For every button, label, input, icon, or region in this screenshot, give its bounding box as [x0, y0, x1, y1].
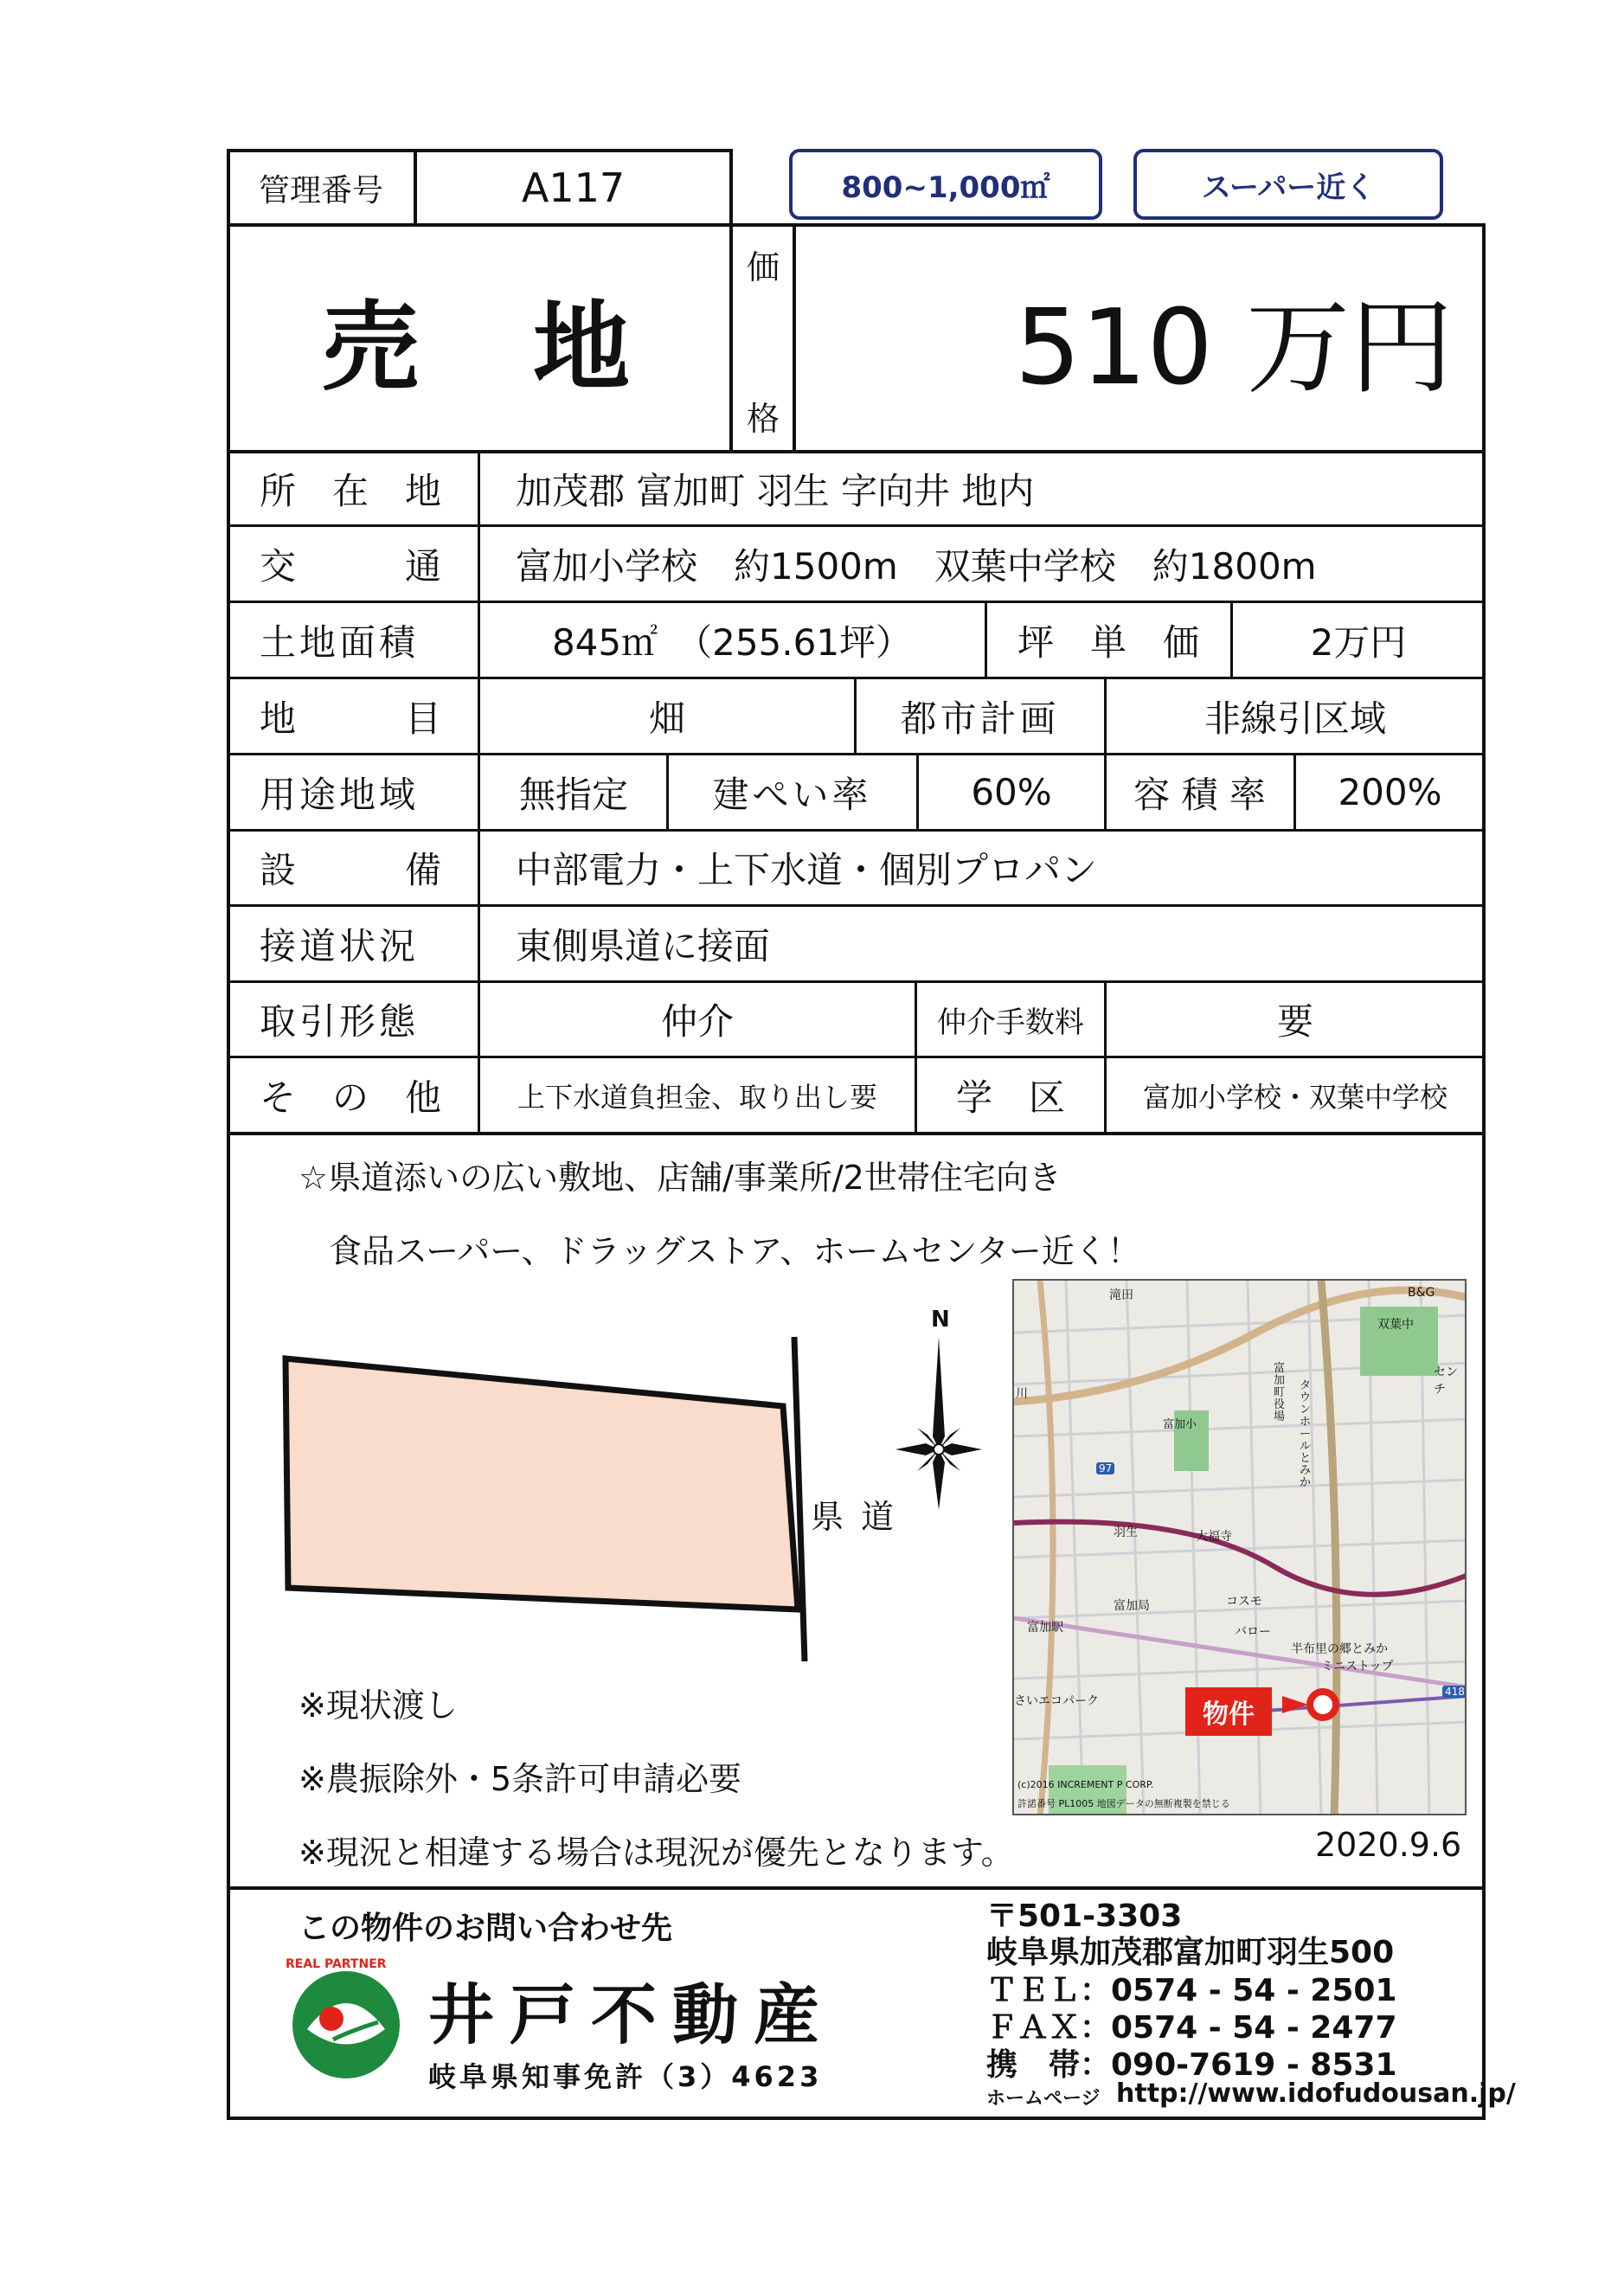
note-agri-exclusion: ※農振除外・5条許可申請必要 — [298, 1760, 742, 1798]
area-label: 土地面積 — [260, 620, 420, 664]
address: 岐阜県加茂郡富加町羽生500 — [986, 1935, 1395, 1970]
fee-label: 仲介手数料 — [937, 1005, 1084, 1040]
note-actual-condition: ※現況と相違する場合は現況が優先となります。 — [298, 1834, 1014, 1872]
unit-price-label: 坪 単 価 — [1017, 620, 1199, 664]
facilities-label: 設 備 — [260, 849, 442, 891]
map-label-tomika-station: 富加駅 — [1027, 1621, 1063, 1635]
map-label-futaba: 双葉中 — [1377, 1318, 1414, 1332]
road-label: 県 道 — [811, 1498, 898, 1536]
far-value: 200% — [1338, 771, 1442, 813]
id-label: 管理番号 — [258, 172, 383, 209]
map-label-takita: 滝田 — [1109, 1288, 1133, 1302]
map-label-post-office: 富加局 — [1114, 1599, 1150, 1613]
access-value: 富加小学校 約1500m 双葉中学校 約1800m — [516, 544, 1317, 588]
map-label-habu: 羽生 — [1114, 1526, 1138, 1539]
map-label-haniri-no-sato: 半布里の郷とみか — [1291, 1642, 1388, 1656]
property-label: 物件 — [1185, 1687, 1272, 1736]
postal-code: 〒501-3303 — [986, 1898, 1183, 1934]
map-label-center: センチ — [1434, 1365, 1458, 1397]
north-label: N — [931, 1307, 950, 1333]
price-value: 510 万円 — [1014, 288, 1454, 408]
mobile: 携 帯：090-7619 - 8531 — [986, 2047, 1397, 2083]
property-marker — [1310, 1692, 1336, 1718]
company-logo — [281, 1960, 411, 2090]
city-plan-label: 都市計画 — [900, 697, 1060, 740]
area-value: 845㎡ （255.61坪） — [551, 620, 913, 664]
school-district-value: 富加小学校・双葉中学校 — [1142, 1080, 1447, 1114]
map-label-tomika-elementary: 富加小 — [1163, 1418, 1197, 1431]
bcr-label: 建ぺい率 — [712, 773, 872, 816]
map-license: 許諾番号 PL1005 地図データの無断複製を禁じる — [1017, 1798, 1230, 1809]
deal-type-value: 仲介 — [660, 1000, 734, 1043]
zoning-value: 無指定 — [518, 773, 628, 816]
plot-shape — [286, 1359, 798, 1609]
company-license: 岐阜県知事免許（3）4623 — [428, 2060, 823, 2093]
city-plan-value: 非線引区域 — [1204, 697, 1386, 740]
homepage-url[interactable]: http://www.idofudousan.jp/ — [1116, 2078, 1516, 2109]
fee-value: 要 — [1276, 1000, 1313, 1043]
unit-price-value: 2万円 — [1310, 620, 1407, 664]
map-label-daifukuji: 大福寺 — [1196, 1530, 1232, 1544]
fax: ＦＡＸ：0574 - 54 - 2477 — [986, 2010, 1397, 2046]
location-value: 加茂郡 富加町 羽生 字向井 地内 — [516, 470, 1035, 512]
school-district-label: 学 区 — [955, 1076, 1065, 1119]
route-97-badge: 97 — [1096, 1462, 1114, 1474]
map-label-town-hall: タウンホールとみか — [1300, 1379, 1312, 1489]
prefectural-road-line — [794, 1337, 805, 1661]
other-label: そ の 他 — [260, 1076, 442, 1119]
company-name: 井戸不動産 — [428, 1976, 835, 2053]
map-label-cosmo: コスモ — [1226, 1595, 1262, 1609]
map-label-ministop: ミニストップ — [1321, 1660, 1394, 1673]
issue-date: 2020.9.6 — [1315, 1826, 1462, 1864]
remark-line-2: 食品スーパー、ドラッグストア、ホームセンター近く！ — [329, 1232, 1140, 1270]
map-label-town-office: 富加町役場 — [1274, 1362, 1286, 1423]
contact-heading: この物件のお問い合わせ先 — [298, 1911, 673, 1946]
plot-diagram — [260, 1324, 822, 1670]
other-value: 上下水道負担金、取り出し要 — [517, 1080, 877, 1114]
location-map — [1012, 1279, 1467, 1815]
access-label: 交 通 — [260, 544, 442, 588]
map-copyright: (c)2016 INCREMENT P CORP. — [1017, 1779, 1154, 1790]
logo-text: REAL PARTNER — [286, 1957, 387, 1971]
route-418-badge: 418 — [1442, 1686, 1467, 1698]
price-label-bottom: 格 — [746, 399, 780, 438]
far-label: 容 積 率 — [1133, 773, 1266, 816]
deal-type-label: 取引形態 — [260, 1000, 420, 1043]
homepage-label: ホームページ — [986, 2088, 1101, 2110]
map-label-bg: B&G — [1408, 1286, 1435, 1300]
map-label-valor: バロー — [1235, 1625, 1271, 1639]
zoning-label: 用途地域 — [260, 773, 420, 816]
land-category-value: 畑 — [648, 697, 685, 740]
land-category-label: 地 目 — [260, 697, 442, 740]
note-as-is: ※現状渡し — [298, 1686, 458, 1725]
price-label-top: 価 — [746, 247, 780, 286]
tel: ＴＥＬ：0574 - 54 - 2501 — [986, 1973, 1397, 2008]
remark-line-1: ☆県道添いの広い敷地、店舗/事業所/2世帯住宅向き — [298, 1159, 1062, 1197]
sale-type-title: 売 地 — [322, 291, 639, 404]
badge-area: 800~1,000㎡ — [789, 149, 1102, 220]
road-access-label: 接道状況 — [260, 924, 420, 967]
compass-icon — [891, 1307, 986, 1514]
map-label-eco-park: さいエコパーク — [1014, 1694, 1099, 1708]
map-label-river: 川 — [1016, 1387, 1028, 1401]
badge-supermarket: スーパー近く — [1133, 149, 1443, 220]
bcr-value: 60% — [971, 771, 1052, 813]
location-label: 所 在 地 — [260, 470, 442, 512]
facilities-value: 中部電力・上下水道・個別プロパン — [516, 849, 1098, 891]
road-access-value: 東側県道に接面 — [516, 924, 771, 967]
id-value: A117 — [521, 164, 626, 211]
